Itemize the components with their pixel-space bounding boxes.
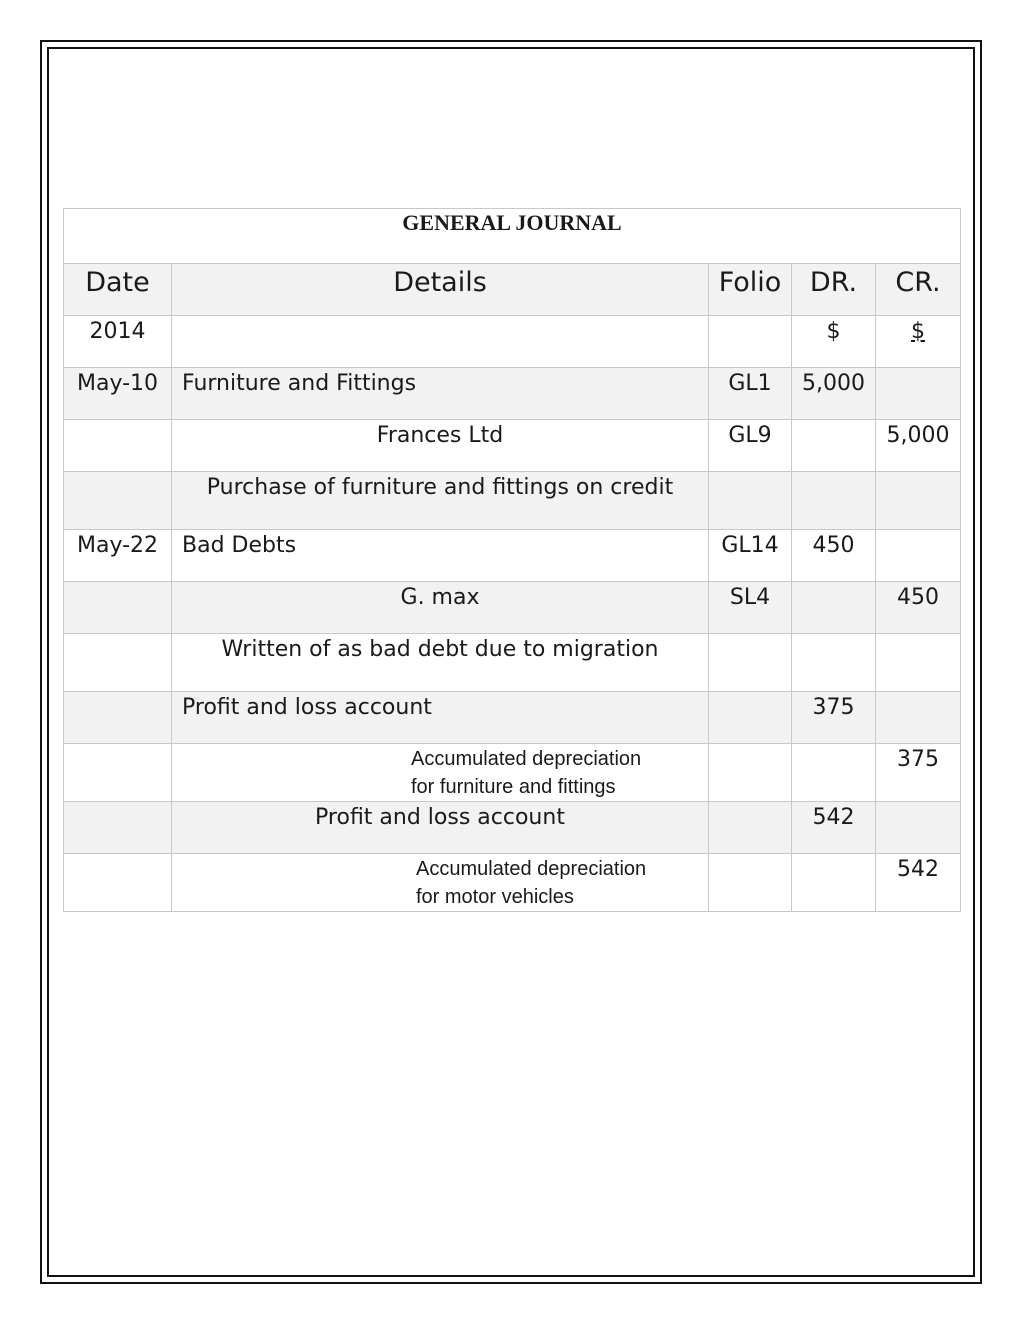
row-folio: SL4: [729, 585, 771, 610]
row-cr: [876, 802, 960, 807]
row-details: Furniture and Fittings: [182, 371, 417, 396]
row-dr: [792, 854, 875, 859]
row-date: May-22: [76, 533, 159, 558]
row-folio: [709, 472, 791, 477]
row-folio: [709, 802, 791, 807]
row-dr: [792, 634, 875, 639]
general-journal-table: [63, 208, 961, 912]
row-folio: [709, 854, 791, 859]
row-details-line2: for motor vehicles: [416, 886, 574, 908]
table-row: [64, 744, 961, 802]
row-date: [64, 634, 171, 639]
row-dr: [792, 744, 875, 749]
row-date: [64, 692, 171, 697]
row-cr: [876, 634, 960, 639]
table-row: [64, 420, 961, 472]
row-details: Profit and loss account: [315, 805, 565, 830]
row-folio: [709, 692, 791, 697]
row-details: Frances Ltd: [376, 423, 504, 448]
row-details: Bad Debts: [182, 533, 297, 558]
header-dr: DR.: [809, 267, 858, 298]
row-date: [64, 582, 171, 587]
table-row: [64, 802, 961, 854]
row-dr: [792, 420, 875, 425]
row-details-line2: for furniture and fittings: [411, 776, 616, 798]
row-details: [172, 854, 708, 911]
header-details: Details: [393, 267, 487, 298]
header-cr: CR.: [895, 267, 941, 298]
row-folio: GL9: [728, 423, 772, 448]
row-date: [64, 420, 171, 425]
row-dr: 450: [812, 533, 855, 558]
row-folio: [709, 634, 791, 639]
cr-currency: $: [911, 319, 926, 344]
header-row: [64, 264, 961, 316]
journal-title-cell: [64, 209, 961, 264]
table-row: [64, 368, 961, 420]
header-date: Date: [85, 267, 150, 298]
row-cr: [876, 472, 960, 477]
row-dr: 375: [812, 695, 855, 720]
row-narration: Purchase of furniture and fittings on credit: [206, 475, 674, 500]
row-dr: 542: [812, 805, 855, 830]
table-row: [64, 634, 961, 692]
table-row: [64, 854, 961, 912]
row-cr: 450: [897, 585, 940, 610]
row-details: [172, 744, 708, 801]
row-folio: [709, 744, 791, 749]
row-date: May-10: [76, 371, 159, 396]
row-cr: 542: [897, 857, 940, 882]
row-dr: 5,000: [802, 371, 865, 396]
row-cr: [876, 530, 960, 535]
row-dr: [792, 582, 875, 587]
row-details: G. max: [400, 585, 480, 610]
row-date: [64, 744, 171, 749]
row-details-line1: Accumulated depreciation: [416, 858, 647, 880]
currency-row: [64, 316, 961, 368]
row-details: Profit and loss account: [182, 695, 432, 720]
table-row: [64, 472, 961, 530]
row-cr: [876, 368, 960, 373]
row-narration: Written of as bad debt due to migration: [221, 637, 659, 662]
row-date: [64, 472, 171, 477]
row-folio: GL14: [721, 533, 779, 558]
row-cr: 375: [897, 747, 940, 772]
header-folio: Folio: [718, 267, 782, 298]
year-label: 2014: [89, 319, 146, 344]
dr-currency: $: [826, 319, 841, 344]
row-date: [64, 802, 171, 807]
table-row: [64, 692, 961, 744]
row-cr: [876, 692, 960, 697]
row-date: [64, 854, 171, 859]
table-row: [64, 530, 961, 582]
row-dr: [792, 472, 875, 477]
row-cr: 5,000: [886, 423, 950, 448]
row-details-line1: Accumulated depreciation: [411, 748, 642, 770]
journal-title: GENERAL JOURNAL: [402, 210, 622, 235]
table-row: [64, 582, 961, 634]
row-folio: GL1: [728, 371, 772, 396]
